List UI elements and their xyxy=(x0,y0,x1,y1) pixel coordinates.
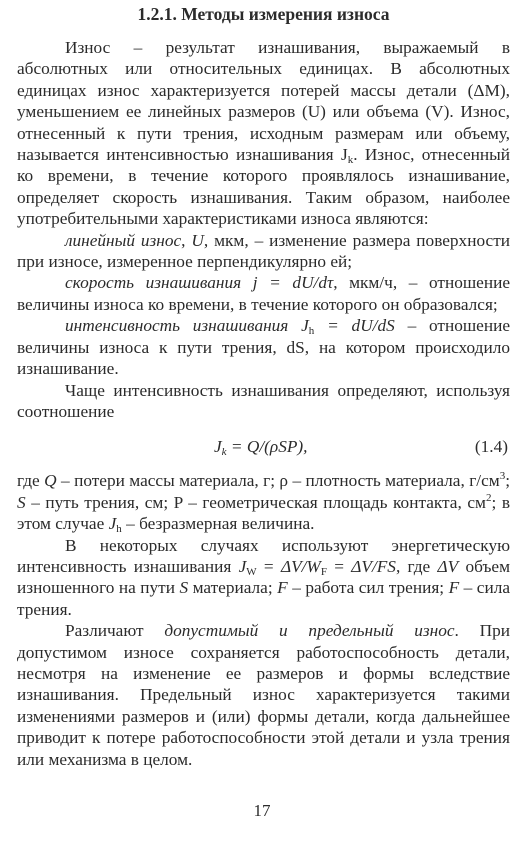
text: материала; xyxy=(188,578,278,598)
term: линейный износ xyxy=(65,230,182,250)
symbol: ΔV xyxy=(437,556,459,576)
subscript: h xyxy=(308,325,315,338)
text: – отношение величины износа к пути трения, dS, на котором происходило изнашивание. xyxy=(17,316,510,379)
page-number: 17 xyxy=(253,801,271,820)
equation-number: (1.4) xyxy=(474,437,508,457)
superscript: 3 xyxy=(499,470,506,483)
paragraph-energy-intensity xyxy=(17,535,510,621)
text: – безразмерная величина. xyxy=(121,514,315,534)
text: , мкм/ч, – отношение величины износа ко времени, в течение которого он образовался; xyxy=(17,273,511,314)
text: ; xyxy=(505,471,510,491)
formula-1-4 xyxy=(17,426,510,470)
text: . При допустимом износе сохраняется работоспособность детали, несмотря на изменение ее размеров и формы вследствие изнашивания. Предельный износ характеризуется такими изменениями размеров и (или) формы детали, когда дальнейшее приводит к потере работоспособности этой детали и узла трения или механизма в целом. xyxy=(17,621,510,769)
equation: ΔV/FS xyxy=(351,556,396,576)
term: скорость изнашивания j xyxy=(65,273,258,293)
text: – сила трения. xyxy=(17,578,510,619)
formula-expression xyxy=(214,436,307,457)
term: допустимый и предельный износ xyxy=(164,621,455,641)
text: – путь трения, см; P – геометрическая площадь контакта, см xyxy=(25,492,486,512)
paragraph-wear-definition xyxy=(17,37,510,230)
subscript: h xyxy=(116,523,122,536)
symbol: F xyxy=(448,578,460,598)
paragraph-where xyxy=(17,470,510,534)
text: В некоторых случаях используют энергетическую интенсивность изнашивания xyxy=(17,535,510,576)
symbol: U xyxy=(191,230,204,250)
paragraph-relation-intro: Чаще интенсивность изнашивания определяют, используя соотношение xyxy=(17,380,510,421)
subscript: F xyxy=(320,565,327,578)
equation: = dU/dS xyxy=(314,316,395,336)
text: , мкм, – изменение размера поверхности при износе, измеренное перпендикулярно ей; xyxy=(17,230,510,272)
text: Износ – результат изнашивания, выражаемый в абсолютных или относительных единицах. В абсолютных единицах износ характеризуется потерей массы детали (ΔM), уменьшением ее линейных размеров (U) или объема (V). Износ, отнесенный к пути трения, исходным размерам или объему, называется интенсивностью изнашивания J xyxy=(17,38,510,165)
symbol: J xyxy=(108,514,117,534)
paragraph-permissible-limit-wear xyxy=(17,620,510,770)
superscript: 2 xyxy=(485,491,492,504)
text: . Износ, отнесенный ко времени, в течение которого проявлялось изнашивание, определяет скорость изнашивания. Таким образом, наиболее употребительными характеристиками износа являются: xyxy=(17,145,510,229)
term: интенсивность изнашивания J xyxy=(65,316,309,336)
text: – потери массы материала, г; ρ – плотность материала, г/см xyxy=(56,471,500,491)
text: ; в этом случае xyxy=(17,492,510,534)
symbol: S xyxy=(179,578,189,598)
symbol: J xyxy=(214,437,222,457)
equation: = dU/dτ xyxy=(257,273,334,293)
definition-linear-wear xyxy=(17,230,510,273)
subscript: k xyxy=(221,446,227,459)
section-heading: 1.2.1. Методы измерения износа xyxy=(137,4,390,24)
definition-wear-intensity xyxy=(17,315,510,379)
text: где xyxy=(17,471,45,491)
text: , где xyxy=(395,556,438,576)
symbol: F xyxy=(277,578,288,598)
text: = xyxy=(256,556,281,576)
text: объем изношенного на пути xyxy=(17,556,511,598)
definition-wear-rate xyxy=(17,272,510,315)
text: , xyxy=(181,230,192,250)
text: = xyxy=(326,556,352,576)
symbol: S xyxy=(17,492,26,512)
subscript: W xyxy=(246,565,257,578)
subscript: k xyxy=(347,154,354,167)
text: = Q/(ρSP), xyxy=(226,437,308,457)
symbol: J xyxy=(238,556,247,576)
text: Различают xyxy=(65,621,165,641)
symbol: Q xyxy=(44,471,57,491)
equation: ΔV/W xyxy=(280,556,321,576)
text: – работа сил трения; xyxy=(287,578,449,598)
body-text xyxy=(17,37,510,770)
